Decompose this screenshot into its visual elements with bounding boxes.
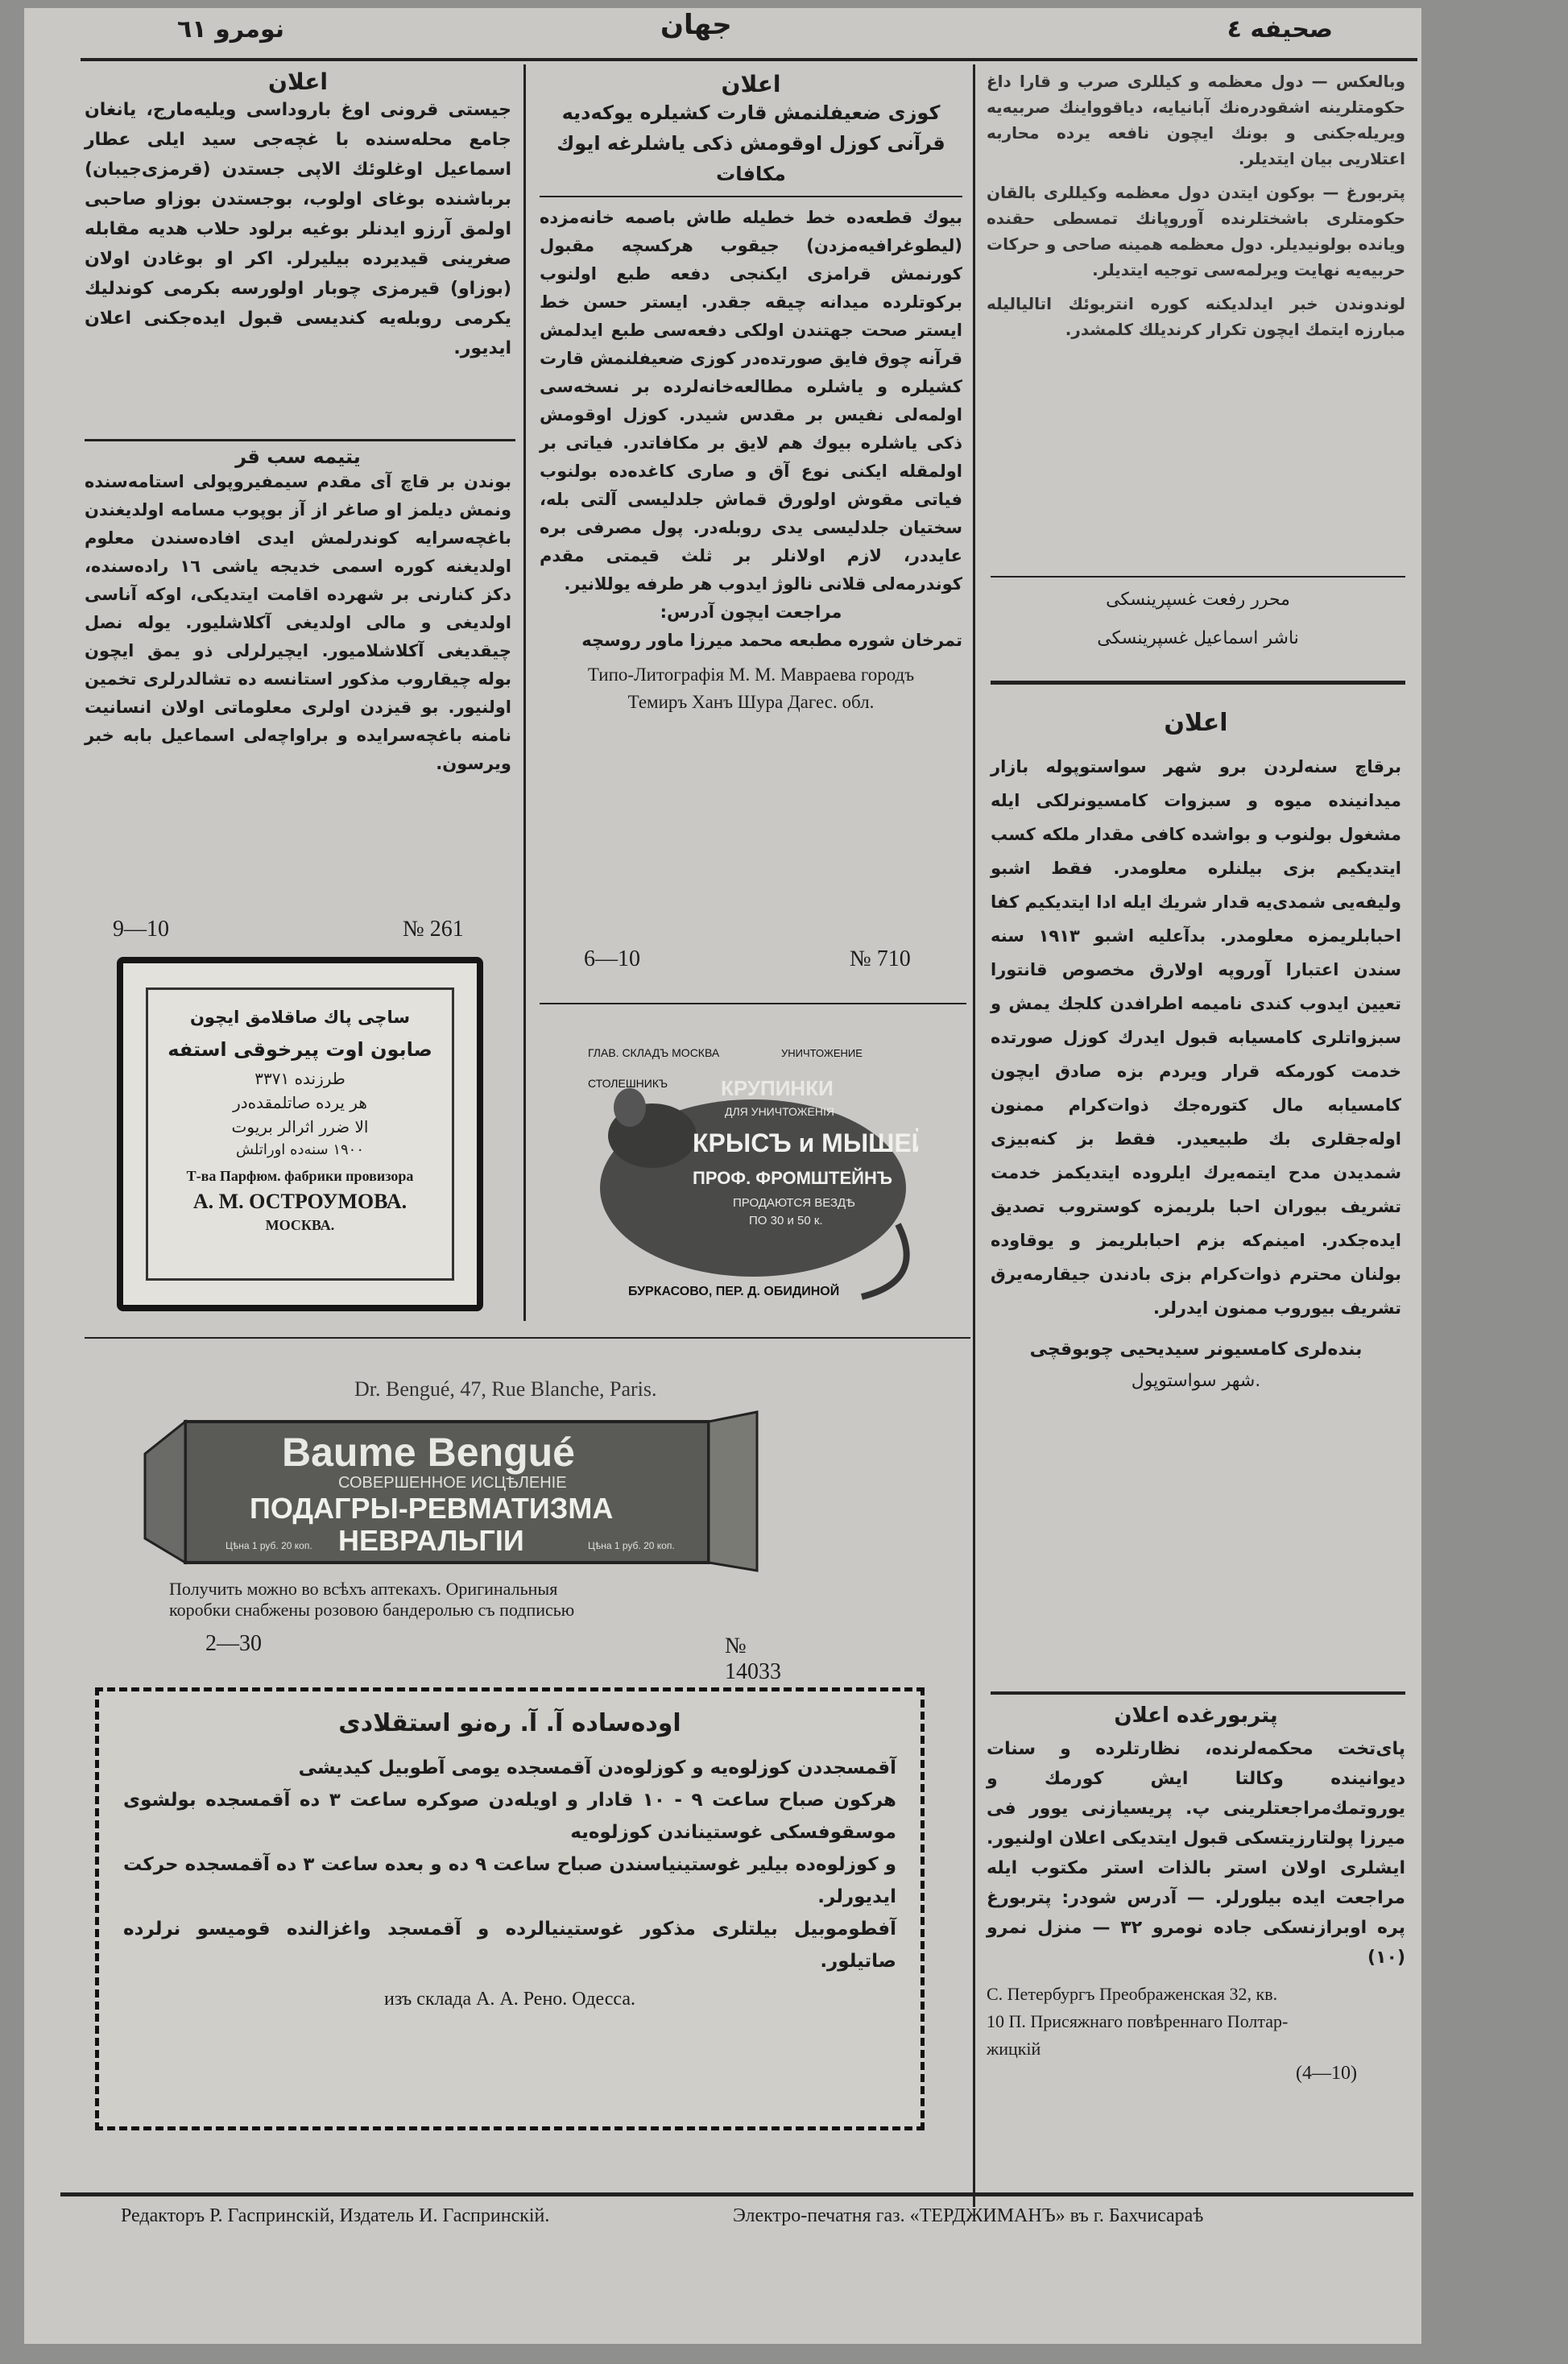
rat-price: ПО 30 и 50 к.	[749, 1214, 823, 1228]
reno-line1: آقمسجددن کوزلوه‌یه و کوزلوه‌دن آقمسجده یومی آطوبیل کیدیشی	[298, 1757, 896, 1778]
bengue-price-left: Цѣна 1 руб. 20 коп.	[225, 1540, 312, 1551]
right-rule-1	[991, 576, 1405, 578]
orphan-runs: 9—10	[113, 917, 169, 942]
quran-ad-subtitle: کوزی ضعیفلنمش قارت کشیلره یوکه‌دیه قرآنی کوزل اوقومش ذکی یاشلرغه ایوك مکافات	[556, 101, 945, 185]
left-rule-1	[85, 439, 515, 441]
ostroumova-line5: الا ضرر اثرالر بریوت	[231, 1117, 369, 1136]
petersburg-ad	[987, 1704, 1405, 2085]
editor-credit: محرر رفعت غسپرینسکی	[1106, 590, 1290, 610]
ostroumova-line1: ساچی پاك صاقلامق ایچون	[190, 1008, 410, 1027]
reno-russian: изъ склада А. А. Рено. Одесса.	[383, 1989, 636, 2010]
ostroumova-frame	[146, 987, 454, 1281]
bengue-caption2: коробки снабжены розовою бандеролью съ подписью	[169, 1600, 575, 1620]
rat-prof: ПРОФ. ФРОМШТЕЙНЪ	[693, 1168, 892, 1188]
column-divider-left	[523, 64, 526, 1321]
ostroumova-city: МОСКВА.	[265, 1217, 335, 1233]
petersburg-ad-title: پتربورغده اعلان	[1114, 1704, 1278, 1728]
quran-runs: 6—10	[584, 946, 640, 971]
rat-ear-shape	[614, 1088, 646, 1127]
rat-sale: ПРОДАЮТСЯ ВЕЗДѢ	[733, 1196, 855, 1210]
rat-krupinki: КРУПИНКИ	[721, 1076, 834, 1100]
bengue-price-right: Цѣна 1 руб. 20 коп.	[588, 1540, 675, 1551]
ostroumova-maker: Т-ва Парфюм. фабрики провизора	[186, 1168, 414, 1184]
commission-ad-text: برقاچ سنه‌لردن برو شهر سواستوپوله بازار میدانینده میوه و سبزوات کامسیونرلکی ایله مشغول بولنوب و بواشده کافی مقدار ملکه کسب ایتدیکیم بزی بیلنلره معلومدر. فقط اشبو ولیفه‌یی شمدی‌یه قدار شریك ایله ادا ایتدیکیم کفا احبابلریمزه معلومدر. بدآعلیه اشبو ١٩١٣ سنه سندن اعتبارا آوروپه اولارق مخصوص قانتورا تعیین ایدوب کندی نامیمه اطرافدن کلجك یمش و سبزواتلری کامسیابه قبول ایدرك کوزل صورتده خدمت کورمکه قرار ویردم بزه صادق ایچون کامسیابه مال کتوره‌جك ذوات‌کرام ممنون اوله‌جقلری بك طبیعیدر. فقط بز کنه‌بیزی شمدیدن مدح ایتمه‌یرك ایلروده ایتدیکمز خدمت تشریف بیوران احبا بلریمزه کوستروب تصدیق ایده‌جکدر. امینم‌که بزم احبابلریمز و یوقاوده بولنان محترم ذوات‌کرام بزی بادندن جیقارمه‌یرق تشریف بیوروب ممنون ایدرلر.	[991, 757, 1401, 1318]
reno-line3: و کوزلوه‌ده بیلیر غوستینیاسندن صباح ساعت ٩ ده و بعده ساعت ٣ ده آقمسجده حرکت ایدیورلر.	[123, 1854, 896, 1907]
header-rule	[81, 58, 1417, 61]
newspaper-page	[24, 8, 1421, 2344]
quran-ad-text: بیوك قطعه‌ده خط خطیله طاش باصمه خانه‌مزده (لیطوغرافیه‌مزدن) جیقوب هرکسچه مقبول کورنمش قرامزی ایکنجی دفعه طبع اولنوب برکوتلرده میدانه چیقه جقدر. ایستر حسن خط ایستر صحت جهتندن اولکی دفعه‌سی طبع ایدلمش قرآنه چوق فایق صورتده‌در کوزی ضعیفلنمش قارت کشیلره و یاشلره مطالعه‌خانه‌لرده بر نسخه‌سی اولمه‌لی نفیس بر مقدس شیدر. کوزل اوقومش ذکی یاشلره بیوك هم لایق بر مکافاتدر. فیاتی بر اولمقله ایکنی نوع آق و صاری کاغده‌ده بولنوب فیاتی مقوش اولورق قماش جلدلیسی آلتی بله، سختیان جلدلیسی یدی روبله‌در. پول مصرفی بره عایددر، لازم اولانلر بر ثلث قیمتی مقدم کوندرمه‌لی قلانی نالوژ ایدوب هر طرفه یوللانیر.	[540, 208, 962, 594]
commission-ad-sign: بنده‌لری کامسیونر سیدیحیی چوبوقچی	[1029, 1339, 1363, 1360]
notice-orphan-text: بوندن بر قاچ آی مقدم سیمفیروپولی استامه‌سنده ونمش دیلمز او صاغر از آز بوپوب مسامه اولدیغندن باغچه‌سرایه کوندرلمش ایدی افاده‌سندن معلوم اولدیغنه کوره اسمی خدیجه یاشی ١٦ راده‌سنده، دکز کنارنی بر شهرده اقامت ایتدیکی، اوکه آناسی اولدیغی و مالی اولدیغی آکلاشلیور. یوله نصل چیقدیغی آکلاشلامیور. ایچیرلرلی ذو یمق ایچون بوله چیقاروب مذکور استانسه ده تشالدرلری تخمین اولنیور. بو قیزدن اولری معلوماتی اولان انسانیت نامنه باغچه‌سرایده و براواچه‌لی اسماعیل بابه خبر ویرسون.	[85, 472, 511, 773]
notice-calf-title: اعلان	[268, 68, 328, 95]
right-rule-3	[991, 1691, 1405, 1695]
quran-ad-title: اعلان	[721, 71, 781, 97]
commission-ad-title: اعلان	[1164, 709, 1228, 737]
printer-line2: Темиръ Ханъ Шура Дагес. обл.	[627, 692, 875, 712]
bengue-sub: СОВЕРШЕННОЕ ИСЦѢЛЕНІЕ	[338, 1474, 567, 1492]
rat-poison-ad	[580, 1039, 918, 1313]
bengue-top: Dr. Bengué, 47, Rue Blanche, Paris.	[354, 1377, 657, 1401]
rat-stolichka: СТОЛЕШНИКЪ	[588, 1077, 668, 1090]
quran-ad-contact-label: مراجعت ایچون آدرس:	[660, 602, 842, 622]
footer-editors: Редакторъ Р. Гаспринскій, Издатель И. Гаспринскій.	[121, 2205, 550, 2226]
petersburg-ru1: С. Петербургъ Преображенская 32, кв.	[987, 1984, 1278, 2004]
bengue-tube-cap	[145, 1422, 185, 1563]
reno-line2: هرکون صباح ساعت ٩ - ١٠ قادار و اویله‌دن صوکره ساعت ٣ ده آقمسجده بولشوی موسقوفسکی غوستیناندن کوزلوه‌یه	[123, 1790, 896, 1843]
ostroumova-name: А. М. ОСТРОУМОВА.	[192, 1190, 408, 1213]
commission-ad	[991, 709, 1401, 1391]
bengue-tube	[137, 1406, 781, 1575]
bengue-brand: Baume Bengué	[282, 1430, 575, 1475]
ostroumova-line4: هر یرده صاتلمقده‌در	[233, 1093, 367, 1112]
bengue-line1: ПОДАГРЫ-РЕВМАТИЗМА	[250, 1492, 614, 1525]
notice-calf	[85, 68, 511, 363]
news-item-1: وبالعکس — دول معظمه و کیللری صرب و قارا داغ حکومتلرینه اشقودره‌نك آبانیایه، دیاقوواینك صربیه‌یه ویریله‌جکنی و بونك ایچون نافعه یرده محاربه اعتلاریی بیان ایتدیلر.	[987, 72, 1405, 168]
petersburg-ru2: 10 П. Присяжнаго повѣреннаго Полтар-	[987, 2011, 1289, 2031]
rat-illustration	[580, 1039, 918, 1313]
ostroumova-line6: ١٩٠٠ سنه‌ده اوراتلش	[235, 1141, 365, 1158]
petersburg-runs: (4—10)	[1296, 2063, 1357, 2084]
footer-printer: Электро-печатня газ. «ТЕРДЖИМАНЪ» въ г. Бахчисараѣ	[733, 2205, 1204, 2226]
baume-bengue-ad	[137, 1377, 781, 1684]
commission-ad-city: شهر سواستوپول.	[1131, 1371, 1261, 1391]
ostroumova-line3: طرزنده ٣٣٧١	[254, 1069, 345, 1088]
quran-ad-address: تمرخان شوره مطبعه محمد میرزا ماور روسچه	[581, 631, 962, 650]
reno-bus-ad	[95, 1687, 925, 2130]
bengue-number: № 14033	[725, 1633, 781, 1684]
rat-main: КРЫСЪ и МЫШЕЙ	[693, 1128, 918, 1157]
orphan-number: № 261	[403, 917, 464, 942]
publisher-credit: ناشر اسماعیل غسپرینسکی	[1097, 628, 1299, 648]
notice-orphan-title: یتیمه سب قر	[235, 445, 361, 468]
quran-number: № 710	[850, 946, 911, 971]
news-item-3: لوندوندن خبر ایدلدیکنه کوره انتربوئك اتالیالیله‌ مبارزه ایتمك ایچون تکرار کرندیلك کلمشدر.	[987, 294, 1405, 339]
petersburg-ad-text: پای‌تخت محکمه‌لرنده، نظارتلرده و سنات دیوانینده وکالتا ایش کورمك و یوروتمك‌مراجعتلرینی پ. پریسیازنی یوور فی میرزا پولتارزیتسکی قبول ایتدیکی اعلان اولنیور. ایشلری اولان استر بالذات استر مکتوب ایله مراجعت ایده بیلورلر. — آدرس شودر: پتربورغ پره اوبرازنسکی جاده نومرو ٣٢ — منزل نمرو (١٠)	[987, 1739, 1405, 1968]
issue-number: نومرو ٦١	[177, 15, 285, 43]
rat-top-left: ГЛАВ. СКЛАДЪ МОСКВА	[588, 1046, 720, 1059]
column-divider-right	[973, 64, 975, 2207]
printer-line1: Типо-Литографія М. М. Мавраева городъ	[587, 664, 915, 685]
petersburg-ru3: жицкій	[987, 2039, 1041, 2059]
reno-line4: آفطوموبیل بیلتلری مذکور غوستینیالرده و آقمسجد واغزالنده قومیسو نرلرده صاتیلور.	[123, 1919, 896, 1972]
quran-ad	[540, 71, 962, 716]
quran-ad-rule	[540, 196, 962, 197]
news-column	[987, 68, 1405, 342]
page-number: صحیفه ٤	[1227, 15, 1333, 43]
notice-orphan	[85, 445, 511, 778]
wide-rule	[85, 1337, 970, 1339]
bengue-tube-crimp	[709, 1412, 757, 1571]
page-header	[24, 8, 1421, 64]
middle-rule	[540, 1003, 966, 1004]
bengue-caption1: Получить можно во всѣхъ аптекахъ. Оригинальныя	[169, 1579, 558, 1599]
news-item-2: پتربورغ — بوکون ایتدن دول معظمه وکیللری بالقان حکومتلری باشختلرنده آوروپانك تمسطی حقنده ویانده بولونیدیلر. دول معظمه همینه صاحی و حرکات حربیه‌یه نهایت ویرلمه‌سی توجیه ایتدیلر.	[987, 183, 1405, 279]
footer-rule	[60, 2192, 1413, 2196]
right-rule-2	[991, 681, 1405, 685]
reno-title: اوده‌ساده آ. آ. رەنو استقلادی	[338, 1709, 681, 1737]
rat-top-right: УНИЧТОЖЕНИЕ	[781, 1047, 863, 1059]
paper-name: جهان	[660, 9, 732, 41]
bengue-runs: 2—30	[205, 1631, 262, 1656]
bengue-line2: НЕВРАЛЬГІИ	[338, 1524, 524, 1557]
notice-calf-text: جیستی قرونی اوغ باروداسی ویلیه‌مارج، یانغان جامع محله‌سنده با غچه‌جی سید ایلی عطار اسماعیل اوغلوئك الاپی جستدن (قرمزی‌جیبان) برباشنده بوغای اولوب، بوجستدن بوزاو صاحبی اولمق آرزو ایدنلر بوغیه برلود حلاب هدیه مقابله‌ صغرینی قیدیرده بیلیرلر. اکر او بوغادن اولان (بوزاو) قیرمزی چوبار اولورسه بکرمی کوندلیك یکرمی روبله‌یه کندیسی قبول ایده‌جکنی اعلان ایدیور.	[85, 100, 511, 358]
rat-bottom: БУРКАСОВО, ПЕР. Д. ОБИДИНОЙ	[628, 1285, 840, 1298]
ostroumova-line2: صابون اوت پیرخوقی استفه	[168, 1038, 432, 1061]
rat-dlya: ДЛЯ УНИЧТОЖЕНІЯ	[725, 1105, 834, 1118]
ostroumova-ad	[117, 957, 483, 1311]
